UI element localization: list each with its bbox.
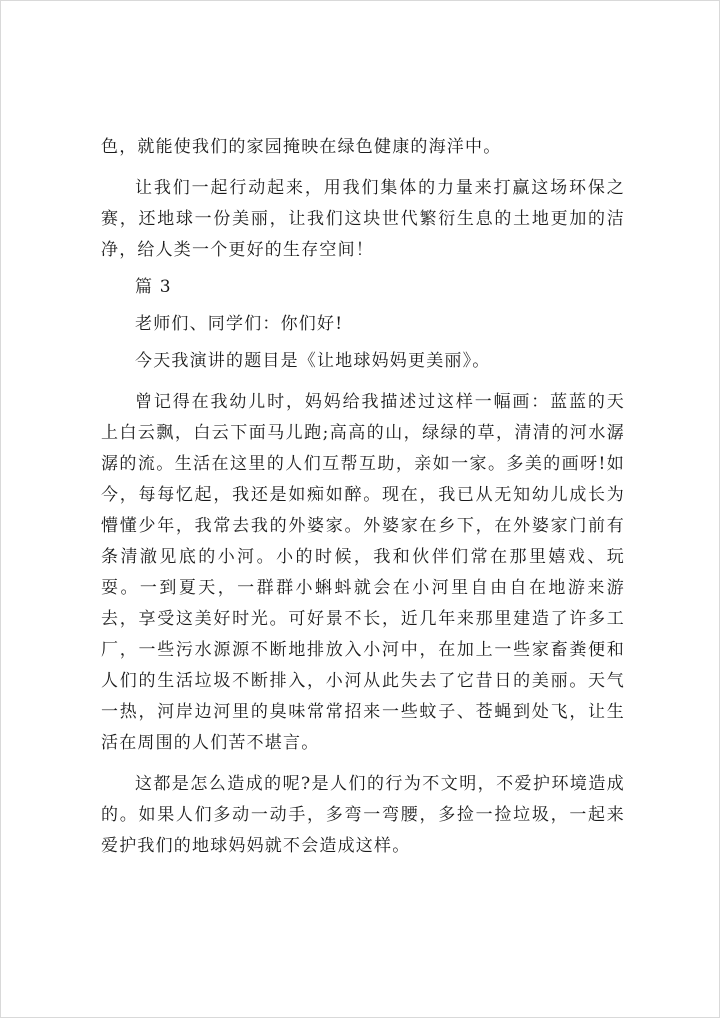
paragraph-conclusion: 这都是怎么造成的呢?是人们的行为不文明，不爱护环境造成的。如果人们多动一动手，多弯一弯腰，多捡一捡垃圾，一起来爱护我们的地球妈妈就不会造成这样。 bbox=[101, 774, 625, 856]
paragraph-greeting: 老师们、同学们：你们好! bbox=[135, 314, 344, 334]
paragraph-speech-title: 今天我演讲的题目是《让地球妈妈更美丽》。 bbox=[135, 351, 491, 371]
document-body bbox=[101, 132, 625, 862]
section-heading: 篇 3 bbox=[135, 277, 172, 297]
paragraph-call-to-action: 让我们一起行动起来，用我们集体的力量来打赢这场环保之赛，还地球一份美丽，让我们这块世代繁衍生息的土地更加的洁净，给人类一个更好的生存空间！ bbox=[101, 178, 625, 260]
paragraph-continuation: 色，就能使我们的家园掩映在绿色健康的海洋中。 bbox=[101, 137, 502, 157]
paragraph-story: 曾记得在我幼儿时，妈妈给我描述过这样一幅画：蓝蓝的天上白云飘，白云下面马儿跑;高高的山，绿绿的草，清清的河水潺潺的流。生活在这里的人们互帮互助，亲如一家。多美的画呀!如今，每每忆起，我还是如痴如醉。现在，我已从无知幼儿成长为懵懂少年，我常去我的外婆家。外婆家在乡下，在外婆家门前有条清澈见底的小河。小的时候，我和伙伴们常在那里嬉戏、玩耍。一到夏天，一群群小蝌蚪就会在小河里自由自在地游来游去，享受这美好时光。可好景不长，近几年来那里建造了许多工厂，一些污水源源不断地排放入小河中，在加上一些家畜粪便和人们的生活垃圾不断排入，小河从此失去了它昔日的美丽。天气一热，河岸边河里的臭味常常招来一些蚊子、苍蝇到处飞，让生活在周围的人们苦不堪言。 bbox=[101, 392, 625, 753]
